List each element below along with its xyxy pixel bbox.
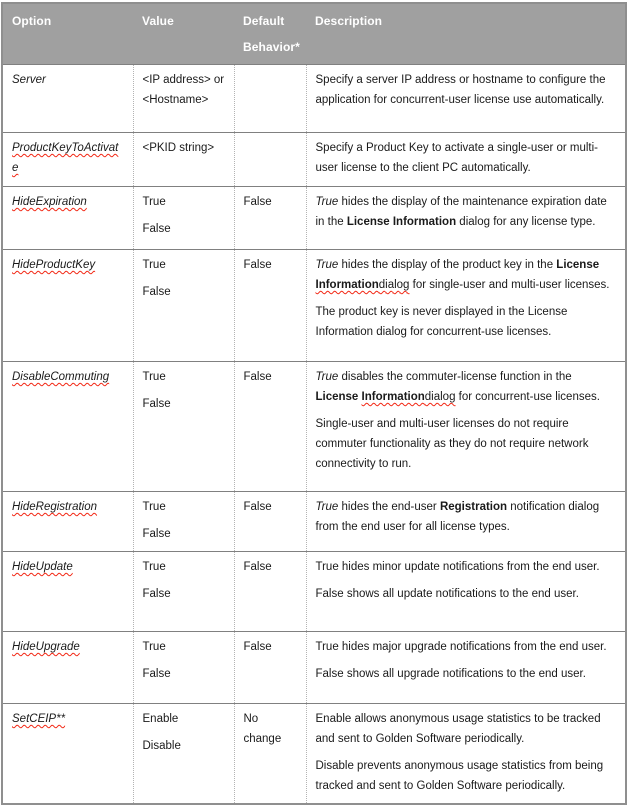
table-row	[2, 552, 626, 632]
option-name: HideRegistration	[12, 501, 98, 513]
option-cell	[2, 552, 133, 632]
text-run: Specify a Product Key to activate a single-user or multi-user license to the client PC automatically.	[315, 142, 599, 174]
description-paragraph	[316, 367, 618, 407]
options-table	[1, 2, 627, 805]
description-cell	[306, 187, 626, 250]
option-name: ProductKeyToActivate	[12, 142, 119, 174]
table-row	[2, 704, 626, 805]
description-paragraph	[316, 709, 618, 749]
text-run: hides the end-user	[338, 501, 440, 513]
description-paragraph	[316, 192, 618, 232]
column-header-description: Description	[306, 3, 626, 65]
description-cell	[306, 250, 626, 362]
description-paragraph	[316, 584, 618, 604]
default-behavior-cell: False	[234, 552, 306, 632]
description-cell	[306, 552, 626, 632]
value-cell	[133, 632, 234, 704]
description-paragraph	[316, 255, 618, 295]
option-name: HideUpgrade	[12, 641, 80, 653]
text-run: True hides minor update notifications from the end user.	[315, 561, 600, 573]
table-row	[2, 362, 626, 492]
description-paragraph	[316, 637, 618, 657]
text-run: Disable prevents anonymous usage statistics from being tracked and sent to Golden Software periodically.	[315, 760, 604, 792]
text-run: False shows all upgrade notifications to the end user.	[315, 668, 586, 680]
default-behavior-cell: False	[234, 250, 306, 362]
column-header-option: Option	[2, 3, 133, 65]
value-cell	[133, 133, 234, 187]
text-run: dialog	[424, 391, 456, 403]
option-cell	[2, 704, 133, 805]
option-name: HideUpdate	[12, 561, 73, 573]
column-header-value: Value	[133, 3, 234, 65]
text-run: notification dialog from the end user for all license types.	[315, 501, 600, 533]
table-row	[2, 133, 626, 187]
text-run: Information	[315, 279, 379, 291]
value-option: True	[142, 259, 166, 271]
description-paragraph	[316, 497, 618, 537]
value-cell	[133, 65, 234, 133]
description-cell	[306, 65, 626, 133]
description-paragraph	[316, 557, 618, 577]
value-option: True	[142, 371, 166, 383]
description-cell	[306, 704, 626, 805]
description-cell	[306, 492, 626, 552]
option-cell	[2, 362, 133, 492]
value-option: True	[142, 501, 166, 513]
table-row	[2, 632, 626, 704]
text-run: License	[556, 259, 600, 271]
text-run: True	[315, 501, 339, 513]
table-row	[2, 492, 626, 552]
value-option: False	[142, 528, 171, 540]
text-run: for concurrent-use licenses.	[455, 391, 600, 403]
value-option: False	[142, 223, 171, 235]
text-run: Single-user and multi-user licenses do not require commuter functionality as they do not require network connectivity to run.	[315, 418, 589, 470]
default-behavior-cell	[234, 65, 306, 133]
option-name: HideProductKey	[12, 259, 96, 271]
text-run: License	[315, 391, 362, 403]
option-cell	[2, 492, 133, 552]
description-paragraph	[316, 70, 618, 110]
text-run: True	[315, 371, 339, 383]
table-row	[2, 187, 626, 250]
value-option: Enable	[142, 713, 179, 725]
default-behavior-cell: False	[234, 632, 306, 704]
value-cell	[133, 492, 234, 552]
value-option: <IP address> or <Hostname>	[142, 74, 225, 106]
description-paragraph	[316, 302, 618, 342]
option-name: DisableCommuting	[12, 371, 110, 383]
text-run: disables the commuter-license function in the	[338, 371, 572, 383]
value-cell	[133, 187, 234, 250]
text-run: Registration	[439, 501, 508, 513]
header-row	[2, 3, 626, 65]
option-cell	[2, 632, 133, 704]
option-name: Server	[12, 74, 46, 86]
value-option: Disable	[142, 740, 181, 752]
text-run: True	[315, 196, 339, 208]
description-paragraph	[316, 138, 618, 178]
option-cell	[2, 187, 133, 250]
value-option: True	[142, 196, 166, 208]
description-cell	[306, 362, 626, 492]
table-row	[2, 250, 626, 362]
description-cell	[306, 632, 626, 704]
default-behavior-cell: False	[234, 362, 306, 492]
option-cell	[2, 250, 133, 362]
text-run: True	[315, 259, 339, 271]
value-option: <PKID string>	[142, 142, 215, 154]
text-run: dialog	[378, 279, 410, 291]
text-run: hides the display of the maintenance expiration date in the	[315, 196, 607, 228]
description-paragraph	[316, 414, 618, 474]
option-name: HideExpiration	[12, 196, 87, 208]
text-run: The product key is never displayed in the License Information dialog for concurrent-use licenses.	[315, 306, 568, 338]
value-option: False	[142, 286, 171, 298]
text-run: hides the display of the product key in the	[338, 259, 557, 271]
text-run: True hides major upgrade notifications from the end user.	[315, 641, 607, 653]
value-option: True	[142, 561, 166, 573]
text-run: Information	[361, 391, 425, 403]
value-option: False	[142, 588, 171, 600]
description-paragraph	[316, 756, 618, 796]
text-run: Specify a server IP address or hostname to configure the application for concurrent-user license use automatically.	[315, 74, 606, 106]
value-cell	[133, 552, 234, 632]
default-behavior-cell: No change	[234, 704, 306, 805]
value-option: False	[142, 668, 171, 680]
description-cell	[306, 133, 626, 187]
value-cell	[133, 250, 234, 362]
text-run: Enable allows anonymous usage statistics to be tracked and sent to Golden Software periodically.	[315, 713, 601, 745]
value-cell	[133, 704, 234, 805]
option-name: SetCEIP**	[12, 713, 66, 725]
table-body	[2, 65, 626, 805]
option-cell	[2, 65, 133, 133]
default-behavior-cell	[234, 133, 306, 187]
text-run: for single-user and multi-user licenses.	[409, 279, 610, 291]
text-run: License Information	[346, 216, 457, 228]
text-run: False shows all update notifications to the end user.	[315, 588, 579, 600]
value-option: True	[142, 641, 166, 653]
default-behavior-cell: False	[234, 492, 306, 552]
text-run: dialog for any license type.	[456, 216, 596, 228]
default-behavior-cell: False	[234, 187, 306, 250]
description-paragraph	[316, 664, 618, 684]
value-option: False	[142, 398, 171, 410]
table-header	[2, 3, 626, 65]
table-row	[2, 65, 626, 133]
value-cell	[133, 362, 234, 492]
column-header-default-behavior: Default Behavior*	[234, 3, 306, 65]
option-cell	[2, 133, 133, 187]
